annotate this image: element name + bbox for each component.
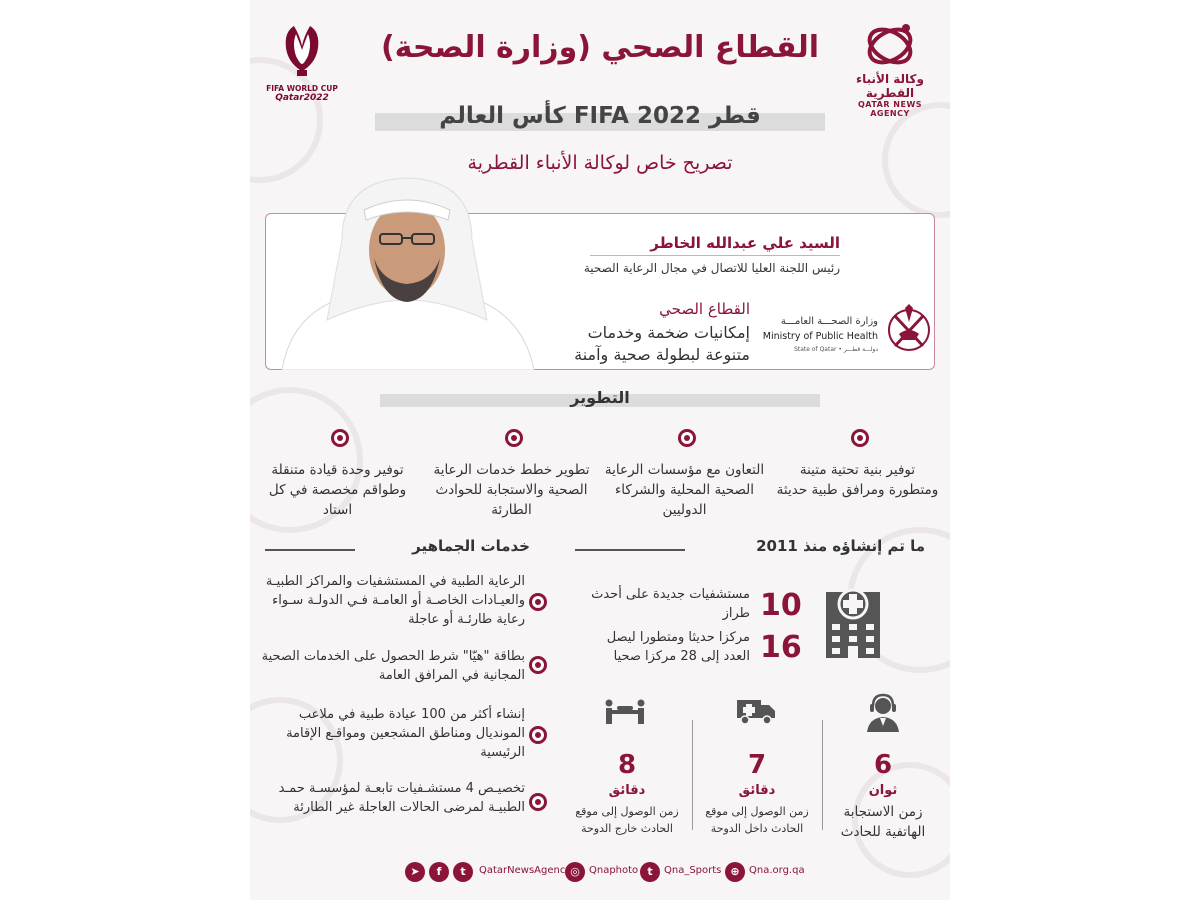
built-description: مركزا حديثا ومتطورا ليصل العدد إلى 28 مركزا صحيا: [606, 630, 750, 664]
footer-photo-text: Qnaphoto: [589, 865, 639, 876]
qna-logo-arabic: وكالة الأنباء القطرية: [856, 72, 924, 100]
built-since-title: ما تم إنشاؤه منذ 2011: [756, 537, 925, 555]
target-icon: [529, 656, 547, 674]
crowd-service-item: الرعاية الطبية في المستشفيات والمراكز الطبيـة والعيـادات الخاصـة أو العامـة فـي الدولـة سـواء رعاية طارئـة أو عاجلة: [265, 574, 525, 627]
development-item: توفير بنية تحتية متينة ومتطورة ومرافق طبية حديثة: [776, 462, 939, 498]
person-role: رئيس اللجنة العليا للاتصال في مجال الرعاية الصحية: [583, 261, 840, 275]
development-item: توفير وحدة قيادة متنقلة وطواقم مخصصة في كل استاد: [268, 462, 407, 518]
world-cup-logo-line2: Qatar2022: [275, 93, 329, 103]
development-title: التطوير: [570, 388, 630, 407]
footer-agency-text: QatarNewsAgency: [479, 865, 572, 876]
telegram-icon: ➤: [405, 862, 425, 882]
target-icon: [529, 593, 547, 611]
world-cup-logo: [262, 22, 342, 103]
footer-website-text: Qna.org.qa: [749, 865, 805, 876]
twitter-icon: t: [640, 862, 660, 882]
qna-emblem-icon: [860, 20, 920, 68]
infographic-poster: [250, 0, 950, 900]
crowd-service-item: بطاقة "هيّا" شرط الحصول على الخدمات الصحية المجانية في المرافق العامة: [261, 649, 525, 683]
sector-label: القطاع الصحي: [659, 300, 750, 318]
footer-instagram[interactable]: [565, 862, 645, 884]
qatar-emblem-icon: [885, 302, 933, 360]
target-icon: [851, 429, 869, 447]
footer-twitter-sports[interactable]: [640, 862, 730, 884]
qna-logo: [840, 20, 940, 118]
built-number: 16: [760, 630, 802, 665]
moph-arabic-name: وزارة الصحـــة العامـــة: [780, 316, 878, 327]
stat-number: 6: [873, 750, 893, 780]
target-icon: [331, 429, 349, 447]
crowd-service-item: إنشاء أكثر من 100 عيادة طبية في ملاعب المونديال ومناطق المشجعين ومواقـع الإقامة الرئيسية: [286, 707, 525, 760]
ambulance-icon: [735, 696, 777, 726]
tagline: تصريح خاص لوكالة الأنباء القطرية: [467, 152, 733, 174]
facebook-icon: f: [429, 862, 449, 882]
stat-description: زمن الوصول إلى موقع الحادث خارج الدوحة: [575, 805, 679, 835]
built-number: 10: [760, 588, 802, 623]
stat-number: 7: [747, 750, 767, 780]
world-cup-emblem-icon: [280, 22, 324, 80]
target-icon: [529, 726, 547, 744]
qna-logo-english: QATAR NEWS AGENCY: [857, 100, 923, 118]
stat-unit: دقائق: [608, 783, 646, 798]
twitter-icon: t: [453, 862, 473, 882]
target-icon: [678, 429, 696, 447]
crowd-service-item: تخصيـص 4 مستشـفيات تابعـة لمؤسسـة حمـد الطبيـة لمرضى الحالات العاجلة غير الطارئة: [278, 781, 525, 815]
built-description: مستشفيات جديدة على أحدث طراز: [591, 587, 750, 621]
target-icon: [505, 429, 523, 447]
moph-logo: [760, 302, 935, 362]
subtitle-banner: [375, 103, 825, 139]
person-name: السيد علي عبدالله الخاطر: [650, 234, 840, 252]
built-since-header: [575, 537, 935, 561]
stat-unit: ثوان: [868, 783, 898, 798]
hospital-icon: [820, 582, 886, 660]
instagram-icon: ◎: [565, 862, 585, 882]
sector-headline-line2: متنوعة لبطولة صحية وآمنة: [574, 345, 750, 364]
globe-icon: ⊕: [725, 862, 745, 882]
stat-divider: [692, 720, 693, 830]
footer-agency-accounts[interactable]: [405, 862, 572, 884]
crowd-services-title: خدمات الجماهير: [412, 537, 530, 555]
built-since-header-line: [575, 549, 685, 551]
subtitle: كأس العالم FIFA قطر 2022: [439, 103, 761, 129]
headset-operator-icon: [863, 692, 903, 732]
development-item: تطوير خطط خدمات الرعاية الصحية والاستجابة للحوادث الطارئة: [433, 462, 590, 518]
footer-website[interactable]: [725, 862, 835, 884]
crowd-services-header-line: [265, 549, 355, 551]
stretcher-icon: [603, 698, 647, 726]
moph-state-label: State of Qatar • دولـــة قطـــر: [794, 346, 878, 353]
development-item: التعاون مع مؤسسات الرعاية الصحية المحلية والشركاء الدوليين: [604, 462, 765, 518]
footer-sports-text: Qna_Sports: [664, 865, 722, 876]
moph-english-name: Ministry of Public Health: [762, 331, 878, 342]
page-title: القطاع الصحي (وزارة الصحة): [380, 30, 820, 65]
stat-unit: دقائق: [738, 783, 776, 798]
world-cup-logo-line1: FIFA WORLD CUP: [266, 84, 338, 93]
crowd-services-header: [265, 537, 535, 561]
stat-number: 8: [617, 750, 637, 780]
stat-description: زمن الاستجابة الهاتفية للحادث: [840, 804, 926, 840]
name-divider: [590, 255, 840, 256]
target-icon: [529, 793, 547, 811]
development-banner: [380, 388, 820, 412]
stat-description: زمن الوصول إلى موقع الحادث داخل الدوحة: [705, 805, 809, 835]
sector-headline-line1: إمكانيات ضخمة وخدمات: [587, 323, 750, 342]
